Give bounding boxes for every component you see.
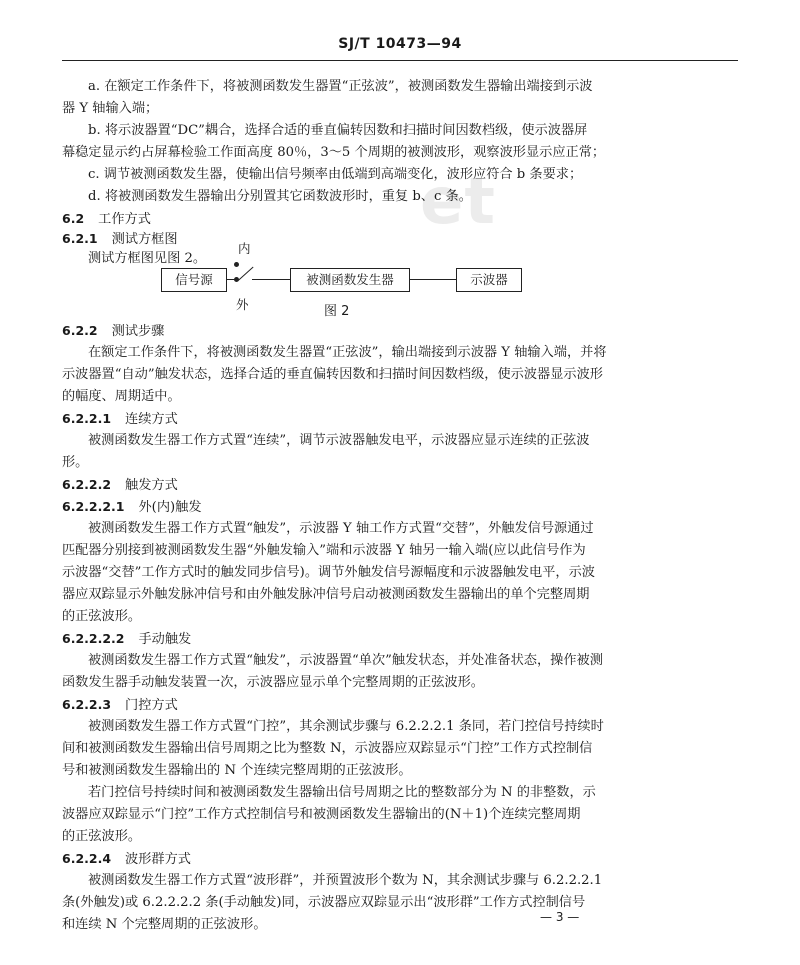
item-d: d. 将被测函数发生器输出分别置其它函数波形时，重复 b、c 条。 — [88, 189, 472, 204]
paragraph-line: 函数发生器手动触发装置一次，示波器应显示单个完整周期的正弦波形。 — [62, 675, 484, 690]
heading-number: 6.2.2.2.2 — [62, 631, 125, 646]
item-a-line-1: a. 在额定工作条件下，将被测函数发生器置“正弦波”，被测函数发生器输出端接到示波 — [88, 79, 593, 94]
paragraph-line: 的幅度、周期适中。 — [62, 389, 181, 404]
paragraph-line: 被测函数发生器工作方式置“触发”，示波器置“单次”触发状态，并处准备状态，操作被测 — [88, 653, 603, 668]
paragraph-line: 号和被测函数发生器输出的 N 个连续完整周期的正弦波形。 — [62, 763, 412, 778]
item-a-line-2: 器 Y 轴输入端； — [62, 101, 159, 116]
paragraph-line: 在额定工作条件下，将被测函数发生器置“正弦波”，输出端接到示波器 Y 轴输入端，并将 — [88, 345, 607, 360]
heading-6-2-2-4 — [62, 850, 191, 869]
paragraph-line: 示波器“交替”工作方式时的触发同步信号)。调节外触发信号源幅度和示波器触发电平，示波 — [62, 565, 595, 580]
paragraph-line: 波器应双踪显示“门控”工作方式控制信号和被测函数发生器输出的(N＋1)个连续完整周期 — [62, 807, 581, 822]
paragraph-line: 器应双踪显示外触发脉冲信号和由外触发脉冲信号启动被测函数发生器输出的单个完整周期 — [62, 587, 590, 602]
heading-6-2-2-2 — [62, 476, 178, 495]
heading-6-2-2-2-2 — [62, 630, 191, 649]
heading-title: 波形群方式 — [125, 852, 191, 867]
heading-6-2-2-3 — [62, 696, 178, 715]
heading-number: 6.2.2.2.1 — [62, 499, 125, 514]
figure-reference: 测试方框图见图 2。 — [88, 251, 207, 266]
page-number: — 3 — — [540, 910, 580, 924]
heading-6-2-2-2-1 — [62, 498, 202, 517]
heading-title: 触发方式 — [125, 478, 178, 493]
paragraph-line: 被测函数发生器工作方式置“门控”，其余测试步骤与 6.2.2.2.1 条同，若门控信号持续时 — [88, 719, 604, 734]
heading-number: 6.2.1 — [62, 231, 98, 246]
paragraph-line: 的正弦波形。 — [62, 829, 142, 844]
heading-6-2-1 — [62, 230, 178, 249]
heading-title: 测试方框图 — [111, 232, 178, 247]
wire-switch-to-generator — [252, 279, 290, 280]
heading-6-2-2 — [62, 322, 164, 341]
figure-caption: 图 2 — [324, 304, 350, 319]
heading-number: 6.2.2.3 — [62, 697, 112, 712]
switch-outer-label: 外 — [236, 297, 249, 312]
paragraph-line: 匹配器分别接到被测函数发生器“外触发输入”端和示波器 Y 轴另一输入端(应以此信号作为 — [62, 543, 586, 558]
wire-generator-to-oscilloscope — [409, 279, 456, 280]
paragraph-line: 被测函数发生器工作方式置“连续”，调节示波器触发电平，示波器应显示连续的正弦波 — [88, 433, 590, 448]
watermark: et — [420, 165, 496, 239]
heading-title: 工作方式 — [98, 212, 151, 227]
heading-6-2 — [62, 210, 151, 229]
oscilloscope-box: 示波器 — [456, 268, 522, 292]
heading-number: 6.2.2.2 — [62, 477, 112, 492]
paragraph-line: 若门控信号持续时间和被测函数发生器输出信号周期之比的整数部分为 N 的非整数，示 — [88, 785, 596, 800]
heading-number: 6.2.2 — [62, 323, 98, 338]
heading-title: 门控方式 — [125, 698, 178, 713]
paragraph-line: 被测函数发生器工作方式置“波形群”，并预置波形个数为 N，其余测试步骤与 6.2.2.2.1 — [88, 873, 603, 888]
paragraph-line: 条(外触发)或 6.2.2.2.2 条(手动触发)同，示波器应双踪显示出“波形群”工作方式控制信号 — [62, 895, 586, 910]
signal-source-box: 信号源 — [161, 268, 227, 292]
heading-title: 外(内)触发 — [138, 500, 202, 515]
heading-number: 6.2 — [62, 211, 85, 226]
paragraph-line: 形。 — [62, 455, 89, 470]
paragraph-line: 示波器置“自动”触发状态，选择合适的垂直偏转因数和扫描时间因数档级，使示波器显示波形 — [62, 367, 603, 382]
function-generator-box: 被测函数发生器 — [290, 268, 410, 292]
paragraph-line: 的正弦波形。 — [62, 609, 142, 624]
item-b-line-2: 幕稳定显示约占屏幕检验工作面高度 80％，3～5 个周期的被测波形，观察波形显示应正常； — [62, 145, 606, 160]
switch-inner-label: 内 — [238, 241, 251, 256]
item-b-line-1: b. 将示波器置“DC”耦合，选择合适的垂直偏转因数和扫描时间因数档级，使示波器屏 — [88, 123, 588, 138]
heading-title: 测试步骤 — [111, 324, 165, 339]
heading-title: 手动触发 — [138, 632, 192, 647]
heading-number: 6.2.2.4 — [62, 851, 112, 866]
heading-6-2-2-1 — [62, 410, 178, 429]
paragraph-line: 和连续 N 个完整周期的正弦波形。 — [62, 917, 267, 932]
heading-title: 连续方式 — [125, 412, 178, 427]
paragraph-line: 间和被测函数发生器输出信号周期之比为整数 N，示波器应双踪显示“门控”工作方式控制信 — [62, 741, 593, 756]
page-header: SJ/T 10473—94 — [338, 36, 462, 52]
paragraph-line: 被测函数发生器工作方式置“触发”，示波器 Y 轴工作方式置“交替”，外触发信号源通过 — [88, 521, 594, 536]
heading-number: 6.2.2.1 — [62, 411, 112, 426]
item-c: c. 调节被测函数发生器，使输出信号频率由低端到高端变化，波形应符合 b 条要求； — [88, 167, 583, 182]
switch-inner-terminal — [234, 262, 239, 267]
header-rule — [62, 60, 738, 61]
